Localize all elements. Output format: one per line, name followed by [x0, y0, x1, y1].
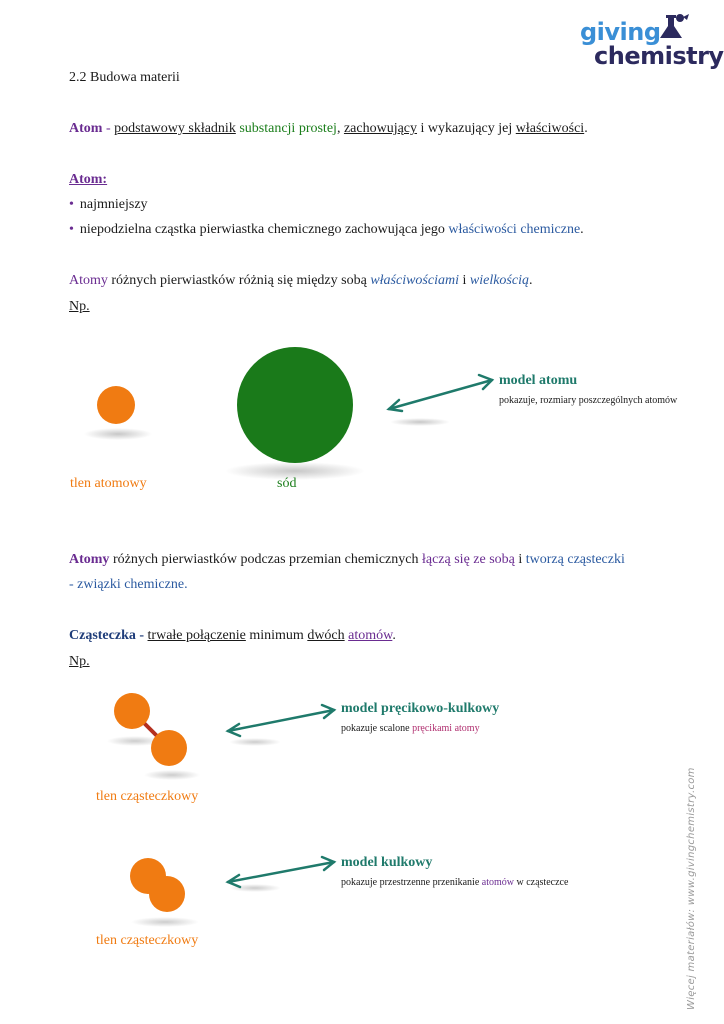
logo-word-giving: giving	[580, 18, 661, 46]
space-filling-model-description: pokazuje przestrzenne przenikanie atomów w cząsteczce	[341, 877, 569, 888]
ball-stick-model-description: pokazuje scalone pręcikami atomy	[341, 723, 480, 734]
sodium-atom	[237, 347, 353, 463]
molecular-oxygen-label: tlen cząsteczkowy	[96, 789, 199, 804]
arrow-shadow	[390, 418, 450, 426]
website-watermark: Więcej materiałów: www.givingchemistry.com	[686, 767, 697, 1010]
atoms-differ-sentence: Atomy różnych pierwiastków różnią się między sobą właściwościami i wielkością.	[69, 273, 533, 288]
oxygen-atom	[114, 693, 150, 729]
ball-and-stick-figure	[0, 680, 724, 790]
atom-list-title: Atom:	[69, 172, 108, 187]
atoms-combine-continuation: - związki chemiczne.	[69, 577, 188, 592]
molecular-oxygen-label: tlen cząsteczkowy	[96, 933, 199, 948]
bullet-icon: •	[69, 222, 74, 237]
molecule-definition: Cząsteczka - trwałe połączenie minimum dwóch atomów.	[69, 628, 396, 643]
logo-word-chemistry: chemistry	[594, 42, 724, 70]
oxygen-atom	[97, 386, 135, 424]
term-atom: Atom	[69, 121, 103, 136]
example-label: Np.	[69, 299, 90, 314]
oxygen-atom	[149, 876, 185, 912]
double-arrow-icon	[228, 857, 334, 887]
oxygen-atom-label: tlen atomowy	[70, 476, 147, 491]
example-label: Np.	[69, 654, 90, 669]
atom-model-description: pokazuje, rozmiary poszczególnych atomów	[499, 395, 678, 406]
section-heading: 2.2 Budowa materii	[69, 70, 180, 85]
flask-animal-icon	[656, 12, 690, 40]
ball-stick-model-title: model pręcikowo-kulkowy	[341, 701, 500, 716]
sodium-label: sód	[277, 476, 297, 491]
atom-definition: Atom - podstawowy składnik substancji prostej, zachowujący i wykazujący jej właściwości.	[69, 121, 588, 136]
oxygen-atom	[151, 730, 187, 766]
double-arrow-icon	[389, 375, 492, 411]
space-filling-model-title: model kulkowy	[341, 855, 433, 870]
double-arrow-icon	[228, 705, 334, 736]
oxygen-atom-shadow	[84, 428, 152, 440]
atoms-combine-sentence: Atomy różnych pierwiastków podczas przemian chemicznych łączą się ze sobą i tworzą cząsteczki	[69, 552, 625, 567]
atom-model-title: model atomu	[499, 373, 578, 388]
atom-list-item: • najmniejszy	[69, 197, 148, 212]
term-molecule: Cząsteczka -	[69, 628, 145, 643]
bullet-icon: •	[69, 197, 74, 212]
atom-list-item: • niepodzielna cząstka pierwiastka chemicznego zachowująca jego właściwości chemiczne.	[69, 222, 584, 237]
giving-chemistry-logo	[578, 12, 724, 72]
